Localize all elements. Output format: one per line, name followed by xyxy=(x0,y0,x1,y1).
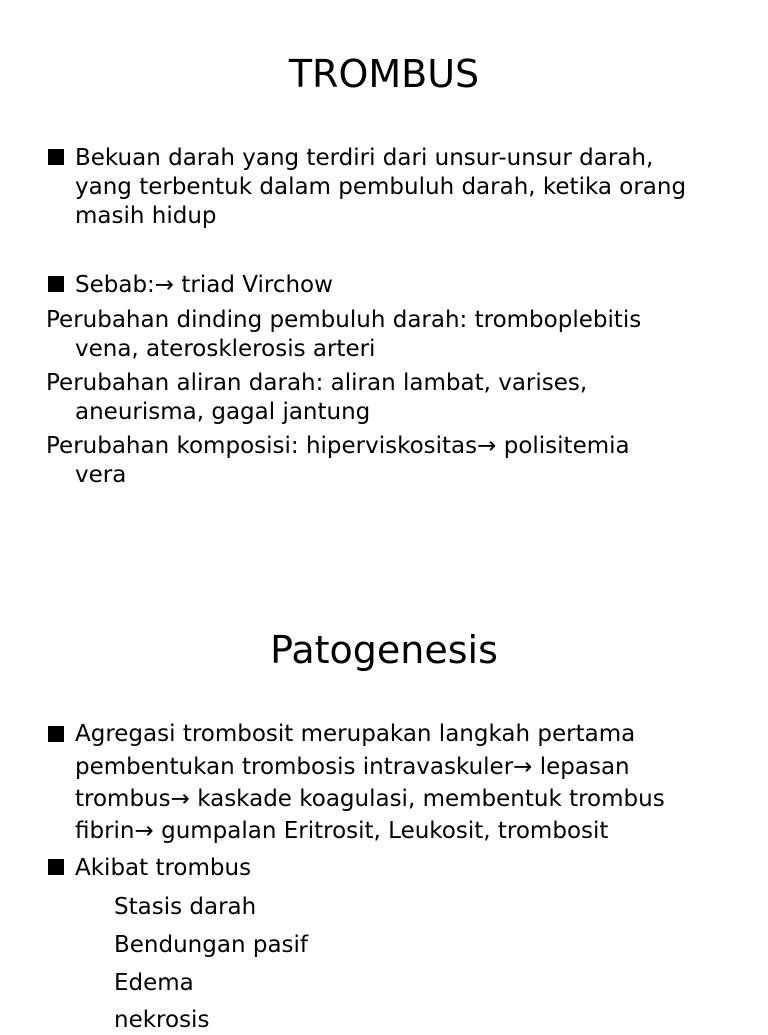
effect-line: Edema xyxy=(114,970,194,996)
cause-line: Perubahan komposisi: hiperviskositas→ polisitemia xyxy=(46,433,630,459)
cause-line: Perubahan dinding pembuluh darah: tromboplebitis xyxy=(46,307,642,333)
effect-line: Stasis darah xyxy=(114,894,257,920)
bullet-text-line: yang terbentuk dalam pembuluh darah, ketika orang xyxy=(75,174,687,200)
square-bullet-icon xyxy=(48,276,64,292)
square-bullet-icon xyxy=(48,726,64,742)
bullet-text-line: Sebab:→ triad Virchow xyxy=(75,272,333,298)
cause-line: aneurisma, gagal jantung xyxy=(75,399,371,425)
cause-line: vera xyxy=(75,462,127,488)
bullet-text-line: fibrin→ gumpalan Eritrosit, Leukosit, trombosit xyxy=(75,818,609,844)
slide-patogenesis xyxy=(0,600,768,1033)
bullet-text-line: Bekuan darah yang terdiri dari unsur-unsur darah, xyxy=(75,145,654,171)
bullet-text-line: Akibat trombus xyxy=(75,855,252,881)
cause-line: Perubahan aliran darah: aliran lambat, varises, xyxy=(46,370,588,396)
cause-line: vena, aterosklerosis arteri xyxy=(75,336,376,362)
bullet-text-line: trombus→ kaskade koagulasi, membentuk trombus xyxy=(75,786,665,812)
bullet-text-line: Agregasi trombosit merupakan langkah pertama xyxy=(75,721,636,747)
effect-line: Bendungan pasif xyxy=(114,932,309,958)
square-bullet-icon xyxy=(48,149,64,165)
bullet-text-line: pembentukan trombosis intravaskuler→ lepasan xyxy=(75,754,630,780)
slide-title: TROMBUS xyxy=(288,52,480,96)
effect-line: nekrosis xyxy=(114,1007,210,1033)
square-bullet-icon xyxy=(48,859,64,875)
slide-title: Patogenesis xyxy=(270,628,498,672)
bullet-text-line: masih hidup xyxy=(75,203,217,229)
